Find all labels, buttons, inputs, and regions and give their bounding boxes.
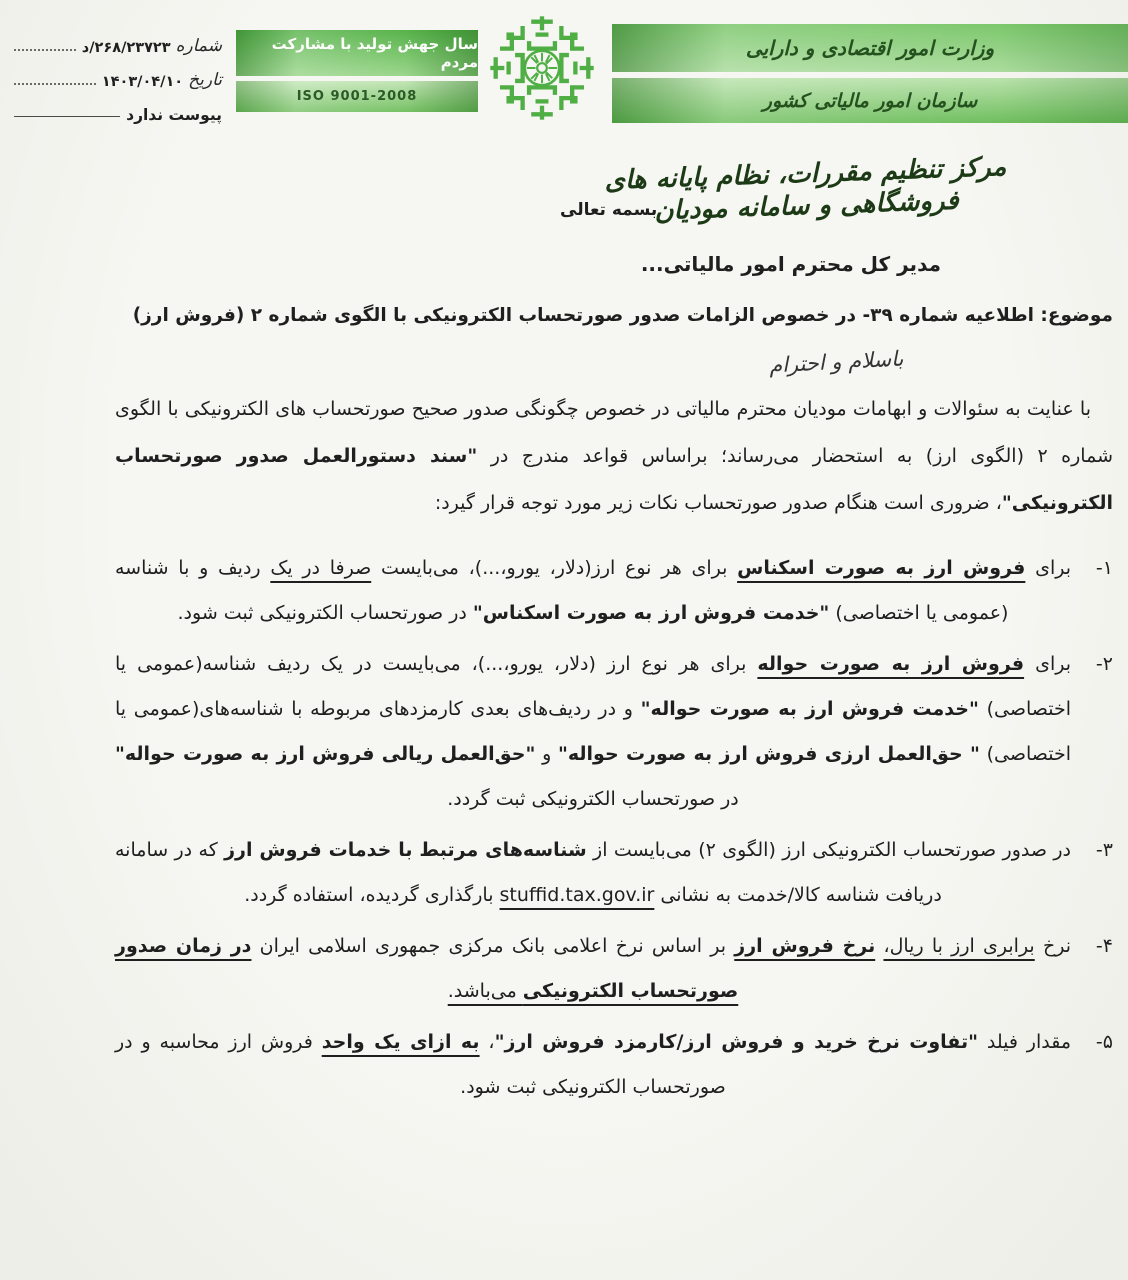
organization-text: سازمان امور مالیاتی کشور [762, 89, 978, 112]
text-run: "تفاوت نرخ خرید و فروش ارز/کارمزد فروش ارز" [494, 1031, 978, 1053]
list-item-1 [115, 546, 1113, 636]
text-run: که در سامانه دریافت شناسه کالا/خدمت به نشانی [115, 839, 942, 906]
number-value: د/۲۶۸/۲۳۷۲۳ [81, 40, 171, 56]
iso-text: ISO 9001-2008 [296, 89, 418, 104]
list-item-4 [115, 924, 1113, 1014]
text-run: شناسه‌های مرتبط با خدمات فروش ارز [224, 839, 587, 861]
text-run: در صورتحساب الکترونیکی ثبت گردد. [447, 788, 739, 810]
item-number: ۳- [1095, 839, 1113, 861]
letter-meta-block [10, 22, 222, 124]
item-number: ۵- [1095, 1031, 1113, 1053]
meta-row-attachment [10, 90, 222, 124]
text-run: نرخ فروش ارز [734, 935, 876, 957]
meta-row-date [10, 56, 222, 90]
text-run: صرفا در یک [270, 557, 372, 579]
text-run: و [535, 743, 558, 765]
stuffid-url-link[interactable]: stuffid.tax.gov.ir [499, 884, 655, 906]
text-run: بارگذاری گردیده، استفاده گردد. [244, 884, 500, 906]
besmele-text: بسمه تعالی [560, 200, 658, 220]
text-run: "خدمت فروش ارز به صورت حواله" [640, 698, 979, 720]
text-run: در زمان صدور صورتحساب الکترونیکی [115, 935, 739, 1002]
salutation-line [115, 346, 904, 378]
number-label: شماره [175, 36, 222, 56]
list-item-5 [115, 1020, 1113, 1110]
text-run: مقدار فیلد [978, 1031, 1071, 1053]
text-run: ، [479, 1031, 495, 1053]
subject-line: موضوع: اطلاعیه شماره ۳۹- در خصوص الزامات صدور صورتحساب الکترونیکی با الگوی شماره ۲ (فروش ارز) [132, 305, 1113, 326]
slogan-banner [236, 30, 478, 76]
text-run: برای [1024, 653, 1071, 675]
item-number: ۴- [1095, 935, 1113, 957]
salutation-text: باسلام و احترام [768, 346, 904, 378]
text-run: برابری ارز با ریال، [883, 935, 1035, 957]
text-run: برای [1025, 557, 1071, 579]
text-run: فروش ارز به صورت حواله [757, 653, 1025, 675]
text-run: در صدور صورتحساب الکترونیکی ارز (الگوی ۲) می‌بایست از [586, 839, 1071, 861]
item-text [115, 557, 1071, 624]
text-run: "حق‌العمل ریالی فروش ارز به صورت حواله" [115, 743, 536, 765]
organization-banner [612, 78, 1128, 123]
text-run: فروش ارز به صورت اسکناس [737, 557, 1026, 579]
items-list [115, 546, 1113, 1110]
item-text [115, 839, 1071, 906]
dotted-line [14, 83, 96, 85]
office-title: مرکز تنظیم مقررات، نظام پایانه های فروشگاهی و سامانه مودیان [604, 152, 1007, 227]
text-run: ردیف و با شناسه (عمومی یا اختصاصی) [115, 557, 1009, 624]
recipient-line: مدیر کل محترم امور مالیاتی... [640, 252, 941, 276]
meta-row-number [10, 22, 222, 56]
date-label: تاریخ [188, 70, 222, 90]
text-run: " حق‌العمل ارزی فروش ارز به صورت حواله" [557, 743, 980, 765]
text-run: در صورتحساب الکترونیکی ثبت شود. [177, 602, 473, 624]
text-run: می‌باشد. [447, 980, 523, 1002]
dotted-line [14, 49, 76, 51]
item-text [115, 653, 1071, 810]
text-run: "خدمت فروش ارز به صورت اسکناس" [472, 602, 830, 624]
item-text [115, 1031, 1071, 1098]
text-run: برای هر نوع ارز(دلار، یورو،...)، می‌بایست [371, 557, 738, 579]
text-run: با عنایت به سئوالات و ابهامات مودیان محترم مالیاتی در خصوص چگونگی صدور صحیح صورتحساب های الکترونیکی با الگوی شماره ۲ (الگوی ارز) به استحضار می‌رساند؛ براساس قواعد مندرج در [115, 398, 1113, 467]
slogan-text: سال جهش تولید با مشارکت مردم [271, 35, 478, 71]
text-run: بر اساس نرخ اعلامی بانک مرکزی جمهوری اسلامی ایران [251, 935, 735, 957]
tax-administration-logo-icon [482, 12, 602, 124]
text-run: نرخ [1034, 935, 1071, 957]
ministry-text: وزارت امور اقتصادی و دارایی [745, 36, 995, 60]
text-run: ، ضروری است هنگام صدور صورتحساب نکات زیر مورد توجه قرار گیرد: [434, 492, 1002, 514]
ministry-banner [612, 24, 1128, 72]
attachment-label: پیوست ندارد [126, 106, 222, 124]
list-item-3 [115, 828, 1113, 918]
text-run: و در ردیف‌های بعدی کارمزدهای مربوطه با شناسه‌های(عمومی یا اختصاصی) [115, 698, 1072, 765]
text-run: به ازای یک واحد [321, 1031, 480, 1053]
date-value: ۱۴۰۳/۰۴/۱۰ [101, 74, 184, 90]
list-item-2 [115, 642, 1113, 822]
letter-body [115, 250, 1113, 1116]
item-number: ۱- [1095, 557, 1113, 579]
text-run: برای هر نوع ارز (دلار، یورو،...)، می‌بایست در یک ردیف شناسه(عمومی یا اختصاصی) [115, 653, 1071, 720]
text-run: "سند دستورالعمل صدور صورتحساب الکترونیکی" [115, 445, 1113, 514]
item-number: ۲- [1095, 653, 1113, 675]
solid-line [14, 116, 120, 117]
intro-paragraph [115, 386, 1113, 527]
text-run: فروش ارز محاسبه و در صورتحساب الکترونیکی ثبت شود. [115, 1031, 726, 1098]
iso-banner [236, 81, 478, 112]
item-text [115, 935, 1071, 1002]
